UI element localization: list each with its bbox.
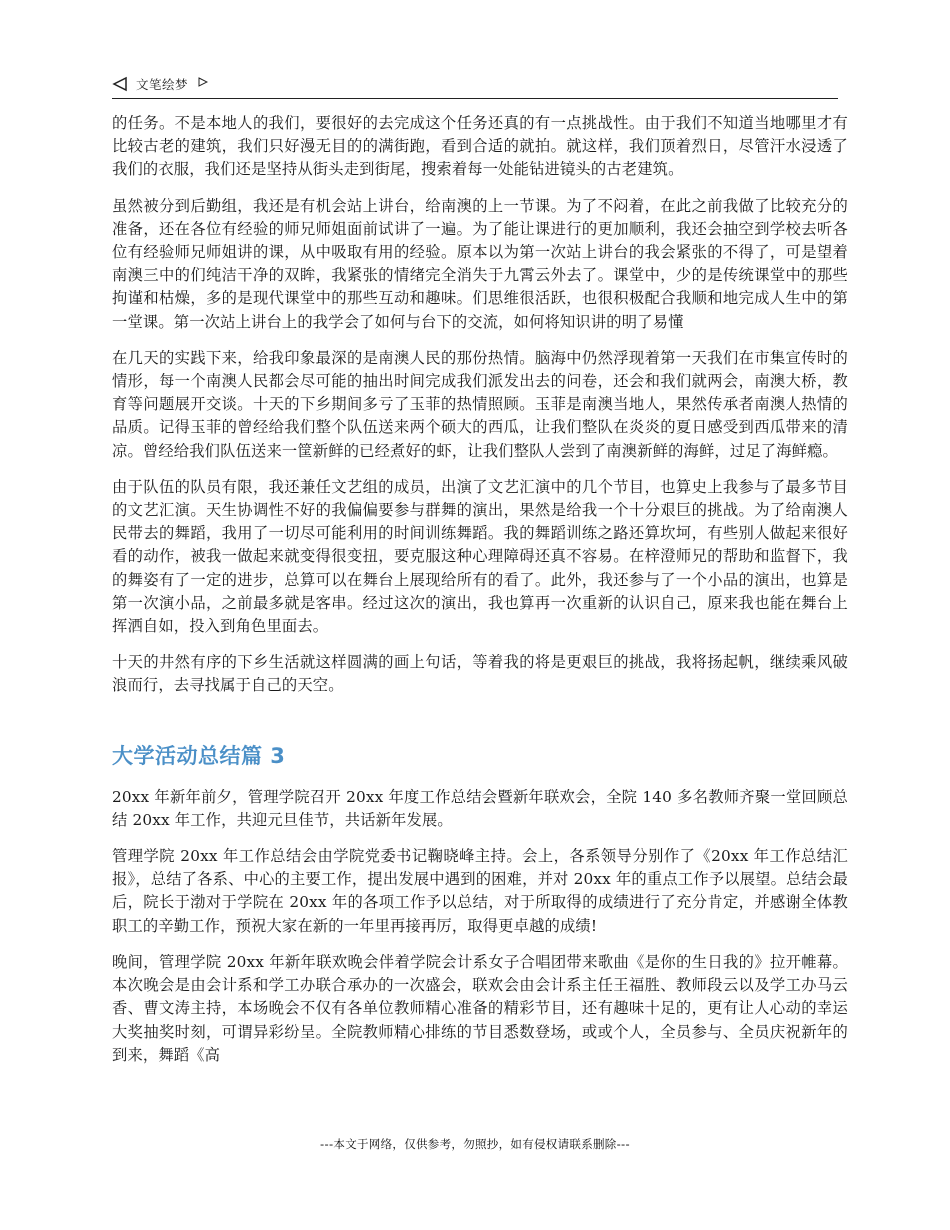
paragraph: 在几天的实践下来，给我印象最深的是南澳人民的那份热情。脑海中仍然浮现着第一天我们在市集宣传时的情形，每一个南澳人民都会尽可能的抽出时间完成我们派发出去的问卷，还会和我们就两会，南澳大桥，教育等问题展开交谈。十天的下乡期间多亏了玉菲的热情照顾。玉菲是南澳当地人，果然传承者南澳人热情的品质。记得玉菲的曾经给我们整个队伍送来两个硕大的西瓜，让我们整队在炎炎的夏日感受到西瓜带来的清凉。曾经给我们队伍送来一筐新鲜的已经煮好的虾，让我们整队人尝到了南澳新鲜的海鲜，过足了海鲜瘾。 bbox=[112, 348, 848, 460]
paragraph: 20xx 年新年前夕，管理学院召开 20xx 年度工作总结会暨新年联欢会，全院 140 多名教师齐聚一堂回顾总结 20xx 年工作，共迎元旦佳节，共话新年发展。 bbox=[112, 787, 848, 829]
paragraph: 管理学院 20xx 年工作总结会由学院党委书记鞠晓峰主持。会上，各系领导分别作了《20xx 年工作总结汇报》，总结了各系、中心的主要工作，提出发展中遇到的困难，并对 20xx 年的重点工作予以展望。总结会最后，院长于渤对于学院在 20xx 年的各项工作予以总结，对于所取得的成绩进行了充分肯定，并感谢全体教职工的辛勤工作，预祝大家在新的一年里再接再厉，取得更卓越的成绩! bbox=[112, 847, 848, 935]
paragraph: 虽然被分到后勤组，我还是有机会站上讲台，给南澳的上一节课。为了不闷着，在此之前我做了比较充分的准备，还在各位有经验的师兄师姐面前试讲了一遍。为了能让课进行的更加顺利，我还会抽空到学校去听各位有经验师兄师姐讲的课，从中吸取有用的经验。原本以为第一次站上讲台的我会紧张的不得了，可是望着南澳三中的们纯洁干净的双眸，我紧张的情绪完全消失于九霄云外去了。课堂中，少的是传统课堂中的那些拘谨和枯燥，多的是现代课堂中的那些互动和趣味。们思维很活跃，也很积极配合我顺和地完成人生中的第一堂课。第一次站上讲台上的我学会了如何与台下的交流，如何将知识讲的明了易懂 bbox=[112, 196, 848, 331]
header-title: 文笔绘梦 bbox=[136, 77, 189, 92]
triangle-right-icon bbox=[198, 77, 208, 87]
paragraph: 十天的井然有序的下乡生活就这样圆满的画上句话，等着我的将是更艰巨的挑战，我将扬起帆，继续乘风破浪而行，去寻找属于自己的天空。 bbox=[112, 653, 848, 695]
paragraph: 晚间，管理学院 20xx 年新年联欢晚会伴着学院会计系女子合唱团带来歌曲《是你的生日我的》拉开帷幕。本次晚会是由会计系和学工办联合承办的一次盛会，联欢会由会计系主任王福胜、教师段云以及学工办马云香、曹文涛主持，本场晚会不仅有各单位教师精心准备的精彩节目，还有趣味十足的，更有让人心动的幸运大奖抽奖时刻，可谓异彩纷呈。全院教师精心排练的节目悉数登场，或或个人，全员参与、全员庆祝新年的到来，舞蹈《高 bbox=[112, 952, 848, 1064]
section-heading: 大学活动总结篇 3 bbox=[112, 743, 286, 768]
document-body bbox=[112, 112, 848, 1080]
page-footer: ---本文于网络，仅供参考，勿照抄，如有侵权请联系删除--- bbox=[320, 1137, 630, 1151]
triangle-left-icon bbox=[112, 76, 128, 92]
paragraph: 的任务。不是本地人的我们，要很好的去完成这个任务还真的有一点挑战性。由于我们不知道当地哪里才有比较古老的建筑，我们只好漫无目的的满街跑，看到合适的就拍。就这样，我们顶着烈日，尽管汗水浸透了我们的衣服，我们还是坚持从街头走到街尾，搜索着每一处能钻进镜头的古老建筑。 bbox=[112, 114, 848, 179]
page-header bbox=[112, 70, 838, 99]
paragraph: 由于队伍的队员有限，我还兼任文艺组的成员，出演了文艺汇演中的几个节目，也算史上我参与了最多节目的文艺汇演。天生协调性不好的我偏偏要参与群舞的演出，果然是给我一个十分艰巨的挑战。为了给南澳人民带去的舞蹈，我用了一切尽可能利用的时间训练舞蹈。我的舞蹈训练之路还算坎坷，有些别人做起来很好看的动作，被我一做起来就变得很变扭，要克服这种心理障碍还真不容易。在梓澄师兄的帮助和监督下，我的舞姿有了一定的进步，总算可以在舞台上展现给所有的看了。此外，我还参与了一个小品的演出，也算是第一次演小品，之前最多就是客串。经过这次的演出，我也算再一次重新的认识自己，原来我也能在舞台上挥洒自如，投入到角色里面去。 bbox=[112, 477, 848, 636]
